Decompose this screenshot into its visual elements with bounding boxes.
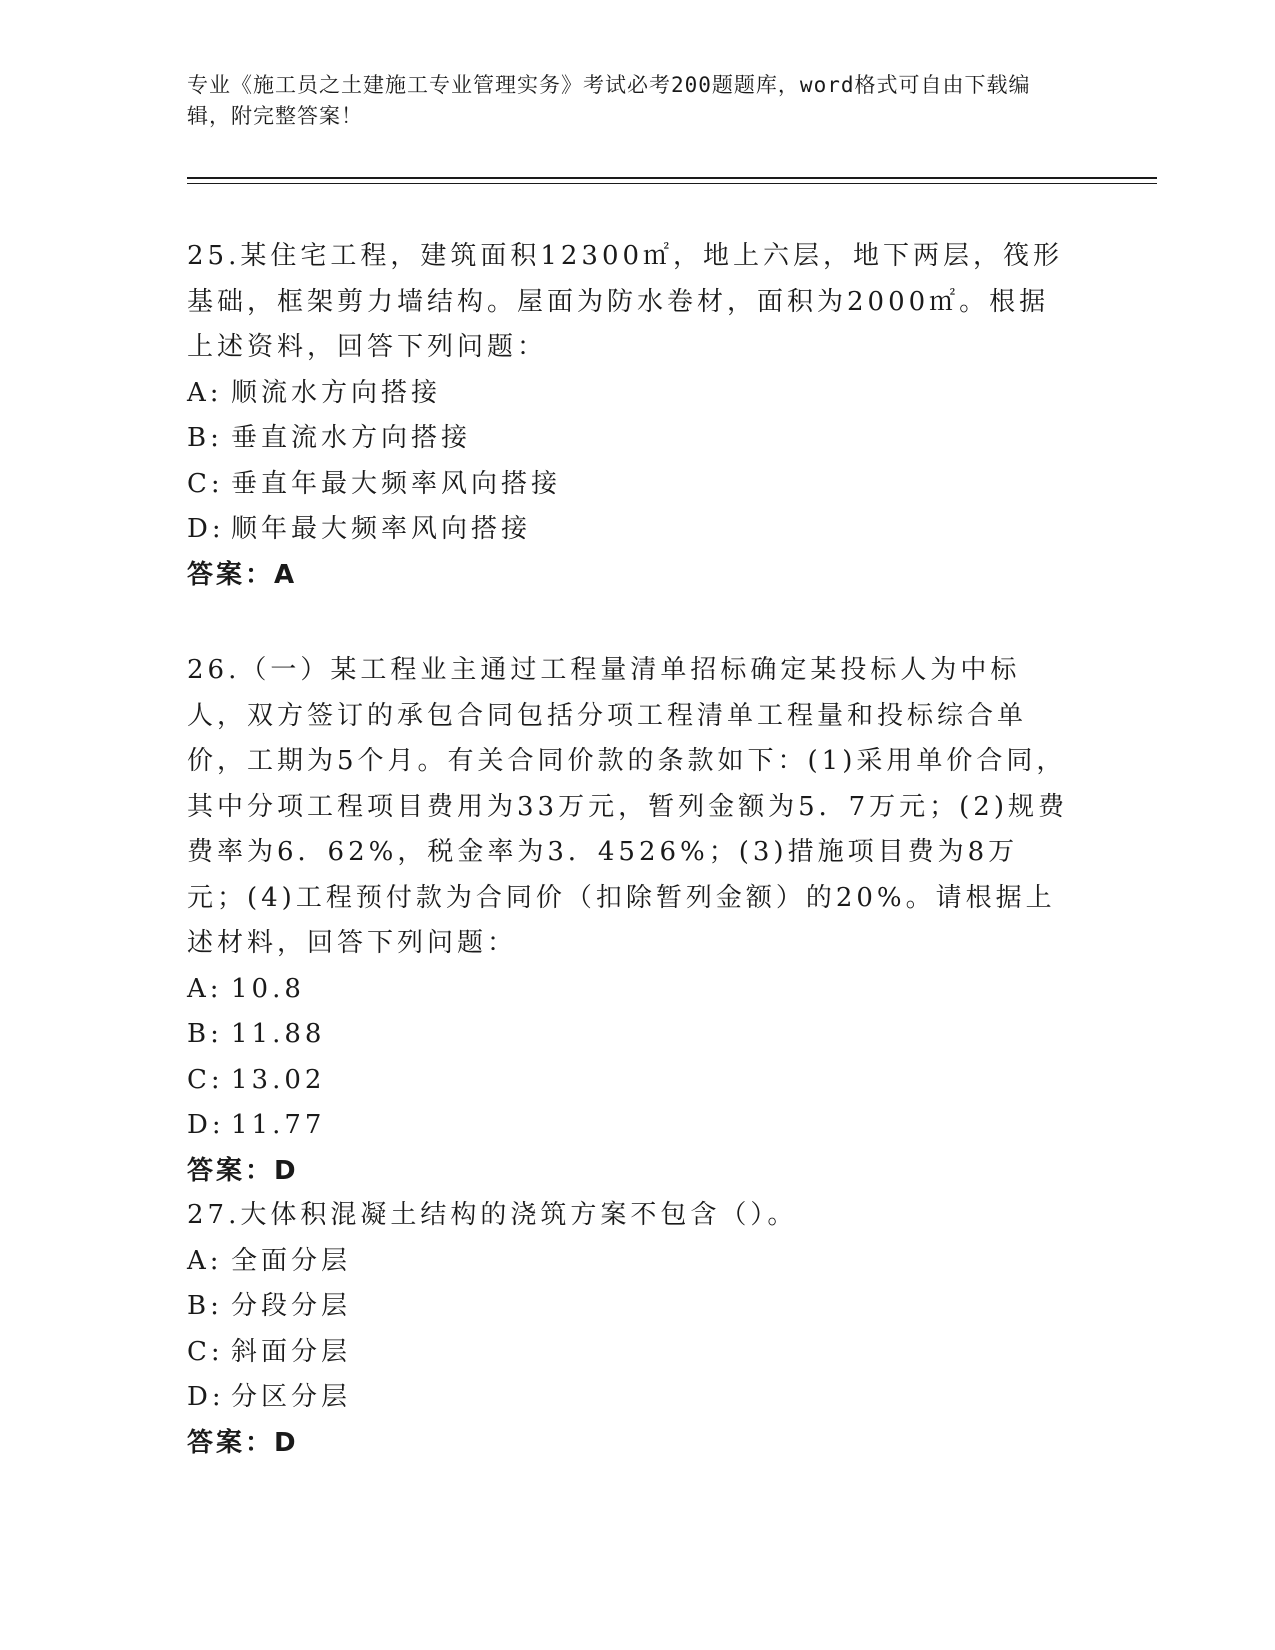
- option-text: 分区分层: [231, 1382, 352, 1412]
- option-text: 分段分层: [231, 1291, 352, 1321]
- answer-line: 答案：D: [187, 1427, 299, 1458]
- option-key: C:: [187, 1064, 224, 1095]
- option-a: [187, 371, 1077, 417]
- header-divider-thin: [187, 183, 1157, 184]
- question-stem: 26.（一）某工程业主通过工程量清单招标确定某投标人为中标人，双方签订的承包合同包括分项工程清单工程量和投标综合单价，工期为5个月。有关合同价款的条款如下：(1)采用单价合同，其中分项工程项目费用为33万元，暂列金额为5．7万元；(2)规费费率为6．62%，税金率为3．4526%；(3)措施项目费为8万元；(4)工程预付款为合同价（扣除暂列金额）的20%。请根据上述材料，回答下列问题：: [187, 655, 1068, 958]
- header-divider-thick: [187, 177, 1157, 179]
- option-text: 垂直流水方向搭接: [231, 423, 472, 453]
- option-c: [187, 1330, 1077, 1376]
- option-d: [187, 507, 1077, 553]
- question-27: [187, 1193, 1077, 1466]
- answer-line: 答案：D: [187, 1155, 299, 1186]
- option-a: [187, 967, 1077, 1013]
- option-b: [187, 1012, 1077, 1058]
- document-header: 专业《施工员之土建施工专业管理实务》考试必考200题题库，word格式可自由下载编辑，附完整答案！: [187, 73, 1031, 128]
- question-stem: 27.大体积混凝土结构的浇筑方案不包含（）。: [187, 1200, 798, 1230]
- option-d: [187, 1375, 1077, 1421]
- answer-line: 答案：A: [187, 559, 298, 590]
- option-text: 顺流水方向搭接: [231, 377, 442, 408]
- option-key: B:: [187, 1019, 223, 1049]
- question-stem: 25.某住宅工程，建筑面积12300㎡，地上六层，地下两层，筏形基础，框架剪力墙结构。屋面为防水卷材，面积为2000㎡。根据上述资料，回答下列问题：: [187, 241, 1064, 362]
- option-key: D:: [187, 1382, 225, 1412]
- option-key: B:: [187, 1291, 223, 1321]
- option-key: A:: [187, 973, 223, 1004]
- option-c: [187, 462, 1077, 508]
- option-text: 垂直年最大频率风向搭接: [231, 468, 562, 499]
- question-26: [187, 648, 1077, 1194]
- option-text: 11.77: [231, 1110, 326, 1140]
- option-d: [187, 1103, 1077, 1149]
- option-key: C:: [187, 1336, 224, 1367]
- option-text: 11.88: [231, 1019, 326, 1049]
- option-text: 全面分层: [231, 1245, 352, 1276]
- option-b: [187, 416, 1077, 462]
- option-text: 顺年最大频率风向搭接: [231, 514, 532, 544]
- option-a: [187, 1239, 1077, 1285]
- option-key: A:: [187, 1245, 223, 1276]
- option-text: 13.02: [231, 1064, 326, 1095]
- option-key: D:: [187, 514, 225, 544]
- option-key: A:: [187, 377, 223, 408]
- option-key: C:: [187, 468, 224, 499]
- question-25: [187, 234, 1077, 598]
- option-c: [187, 1058, 1077, 1104]
- option-b: [187, 1284, 1077, 1330]
- option-key: B:: [187, 423, 223, 453]
- option-text: 斜面分层: [231, 1336, 352, 1367]
- option-key: D:: [187, 1110, 225, 1140]
- option-text: 10.8: [231, 973, 305, 1004]
